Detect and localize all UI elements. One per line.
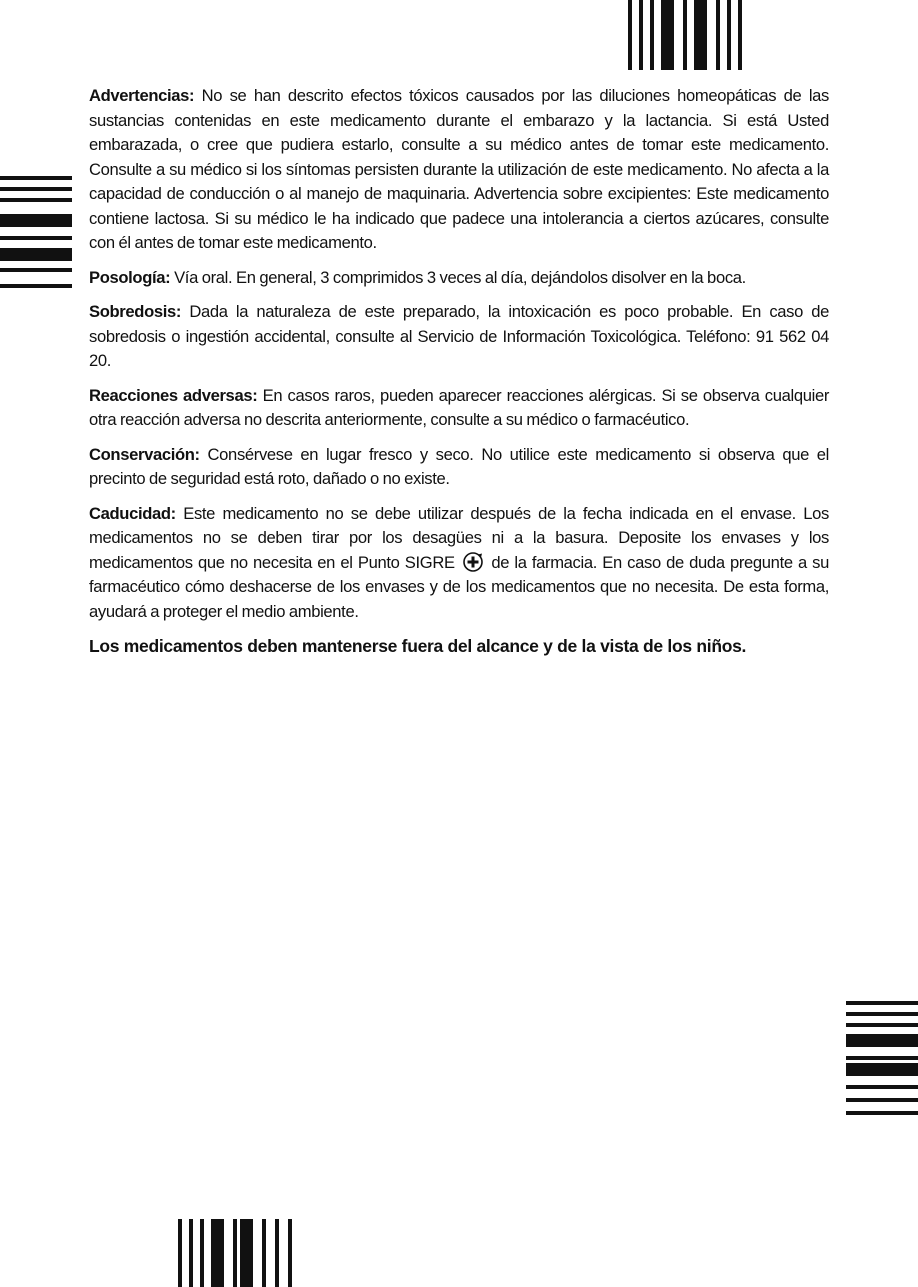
section-body: Vía oral. En general, 3 comprimidos 3 veces al día, dejándolos disolver en la boca. [174, 267, 746, 287]
registration-mark-top [628, 0, 742, 70]
section-label: Reacciones adversas: [89, 385, 258, 405]
section-label: Advertencias: [89, 86, 195, 105]
section-body: Consérvese en lugar fresco y seco. No utilice este medicamento si observa que el precinto de seguridad está roto, dañado o no existe. [89, 444, 829, 488]
section-body-after-icon: de la farmacia. En caso de duda pregunte a su farmacéutico cómo deshacerse de los envases y de los medicamentos que no necesita. De esta forma, ayudará a proteger el medio ambiente. [89, 552, 830, 621]
section-body: Dada la naturaleza de este preparado, la intoxicación es poco probable. En caso de sobredosis o ingestión accidental, consulte al Servicio de Información Toxicológica. Teléfono: 91 562 04 20. [89, 302, 829, 370]
section-reacciones-adversas [89, 384, 829, 433]
sigre-icon [462, 551, 484, 573]
registration-mark-bottom [178, 1219, 292, 1287]
section-body: En casos raros, pueden aparecer reacciones alérgicas. Si se observa cualquier otra reacción adversa no descrita anteriormente, consulte a su médico o farmacéutico. [89, 385, 829, 429]
children-warning: Los medicamentos deben mantenerse fuera del alcance y de la vista de los niños. [89, 636, 747, 656]
section-label: Sobredosis: [89, 302, 182, 321]
section-body-before-icon: Este medicamento no se debe utilizar después de la fecha indicada en el envase. Los medicamentos no se deben tirar por los desagües ni a la basura. Deposite los envases y los medicamentos que no necesita en el Punto SIGRE [89, 503, 829, 572]
section-conservacion [89, 443, 829, 492]
section-sobredosis [89, 300, 829, 374]
leaflet-text [89, 84, 829, 658]
section-label: Caducidad: [89, 503, 176, 523]
registration-mark-right [846, 1001, 918, 1115]
section-posologia [89, 266, 829, 291]
section-label: Posología: [89, 267, 171, 287]
registration-mark-left [0, 176, 72, 288]
section-label: Conservación: [89, 444, 200, 464]
section-body: No se han descrito efectos tóxicos causados por las diluciones homeopáticas de las sustancias contenidas en este medicamento durante el embarazo y la lactancia. Si está Usted embarazada, o cree que pudiera estarlo, consulte a su médico antes de tomar este medicamento. Consulte a su médico si los síntomas persisten durante la utilización de este medicamento. No afecta a la capacidad de conducción o al manejo de maquinaria. Advertencia sobre excipientes: Este medicamento contiene lactosa. Si su médico le ha indicado que padece una intolerancia a ciertos azúcares, consulte con él antes de tomar este medicamento. [89, 86, 829, 252]
section-caducidad [89, 502, 829, 625]
section-advertencias [89, 84, 829, 256]
